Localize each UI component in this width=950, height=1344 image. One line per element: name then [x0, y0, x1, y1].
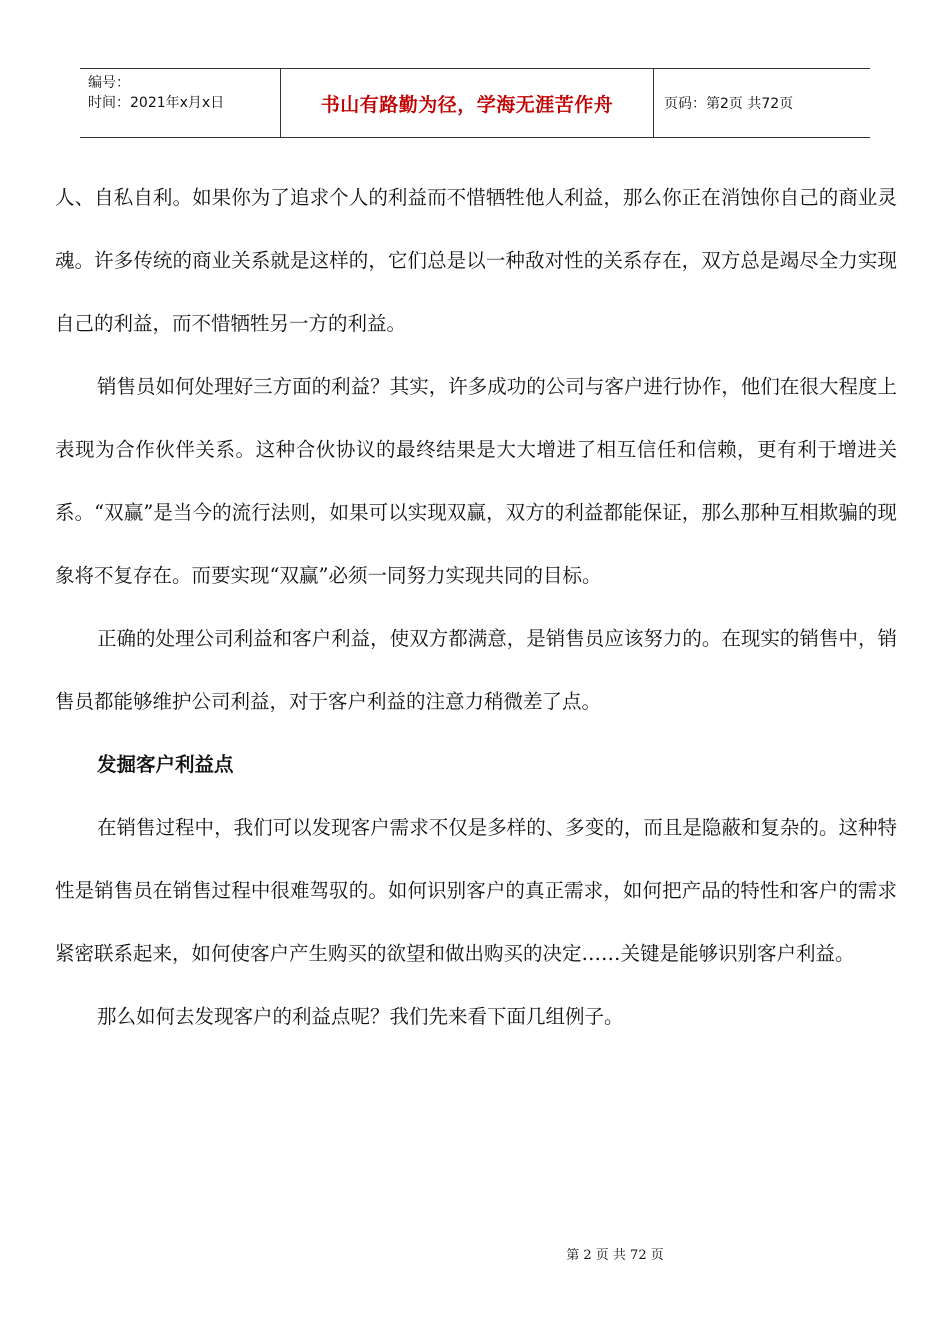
document-number-label: 编号：: [88, 75, 130, 91]
paragraph-2: 销售员如何处理好三方面的利益？其实，许多成功的公司与客户进行协作，他们在很大程度上表现为合作伙伴关系。这种合伙协议的最终结果是大大增进了相互信任和信赖，更有利于增进关系。“双赢”是当今的流行法则，如果可以实现双赢，双方的利益都能保证，那么那种互相欺骗的现象将不复存在。而要实现“双赢”必须一同努力实现共同的目标。: [55, 375, 897, 587]
paragraph-5: 那么如何去发现客户的利益点呢？我们先来看下面几组例子。: [97, 1005, 624, 1028]
paragraph-4: 在销售过程中，我们可以发现客户需求不仅是多样的、多变的，而且是隐蔽和复杂的。这种特性是销售员在销售过程中很难驾驭的。如何识别客户的真正需求，如何把产品的特性和客户的需求紧密联系起来，如何使客户产生购买的欲望和做出购买的决定……关键是能够识别客户利益。: [55, 816, 897, 965]
page-header: [80, 68, 870, 138]
header-page-info: 页码：第2页 共72页: [664, 96, 794, 112]
header-motto: 书山有路勤为径，学海无涯苦作舟: [281, 69, 654, 137]
paragraph-3: 正确的处理公司利益和客户利益，使双方都满意，是销售员应该努力的。在现实的销售中，销售员都能够维护公司利益，对于客户利益的注意力稍微差了点。: [55, 627, 897, 713]
paragraph-1: 人、自私自利。如果你为了追求个人的利益而不惜牺牲他人利益，那么你正在消蚀你自己的商业灵魂。许多传统的商业关系就是这样的，它们总是以一种敌对性的关系存在，双方总是竭尽全力实现自己的利益，而不惜牺牲另一方的利益。: [55, 186, 897, 335]
document-date-label: 时间：2021年x月x日: [88, 95, 225, 111]
section-heading: 发掘客户利益点: [97, 753, 234, 776]
document-body: [55, 166, 897, 1048]
page-footer: 第 2 页 共 72 页: [566, 1248, 664, 1263]
header-meta: [80, 69, 281, 137]
